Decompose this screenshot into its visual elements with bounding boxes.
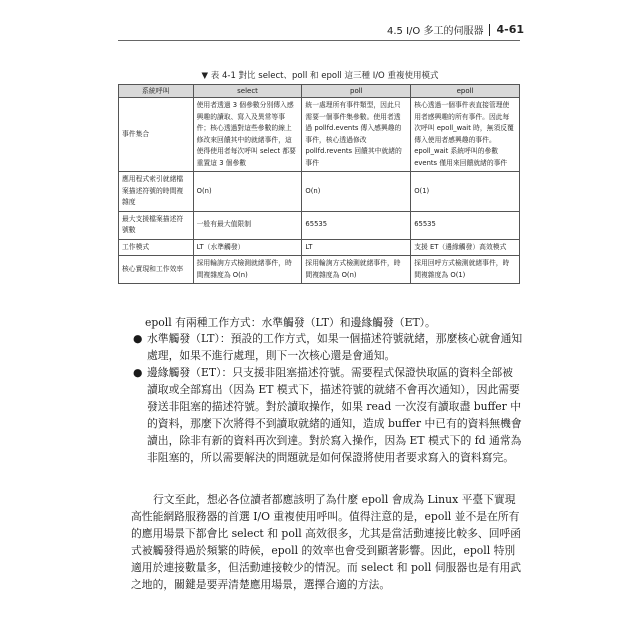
table-cell: LT（水準觸發） bbox=[193, 239, 302, 256]
table-row bbox=[119, 211, 520, 239]
table-cell: 採用回呼方式檢測就緒事件，時間複雜度為 O(1) bbox=[411, 256, 520, 284]
table-cell: 統一處理所有事件類型，因此只需要一個事件集參數。使用者透過 pollfd.events 傳入感興趣的事件，核心透過修改 pollfd.revents 回饋其中就緒的事件 bbox=[302, 98, 411, 172]
table-cell: 核心透過一個事件表直接管理使用者感興趣的所有事件。因此每次呼叫 epoll_wait 時，無須反覆傳入使用者感興趣的事件。epoll_wait 系統呼叫的參數 events 僅用來回饋就緒的事件 bbox=[411, 98, 520, 172]
column-header: 系統呼叫 bbox=[119, 85, 194, 98]
table-cell: O(1) bbox=[411, 172, 520, 212]
table-cell: 使用者透過 3 個參數分別傳入感興趣的讀取、寫入及異常等事件；核心透過對這些參數的線上修改來回饋其中的就緒事件，這使得使用者每次呼叫 select 都要重置這 3 個參數 bbox=[193, 98, 302, 172]
table-cell: 一般有最大值限制 bbox=[193, 211, 302, 239]
column-header: poll bbox=[302, 85, 411, 98]
table-cell: 採用輪詢方式檢測就緒事件，時間複雜度為 O(n) bbox=[193, 256, 302, 284]
row-label: 事件集合 bbox=[119, 98, 194, 172]
bullet-list bbox=[131, 330, 523, 466]
closing-paragraph: 行文至此，想必各位讀者都應該明了為什麼 epoll 會成為 Linux 平臺下實現高性能網路服務器的首選 I/O 重複使用呼叫。值得注意的是，epoll 並不是在所有的應用場景下都會比 select 和 poll 高效很多，尤其是當活動連接比較多、回呼函式被觸發得過於頻繁的時候，epoll 的效率也會受到顯著影響。因此，epoll 特別適用於連接數量多，但活動連接較少的情況。而 select 和 poll 伺服器也是有用武之地的，關鍵是要弄清楚應用場景，選擇合適的方法。 bbox=[131, 493, 522, 591]
list-item bbox=[131, 364, 523, 466]
bullet-text: 邊緣觸發（ET）：只支援非阻塞描述符號。需要程式保證快取區的資料全部被讀取或全部寫出（因為 ET 模式下，描述符號的就緒不會再次通知），因此需要發送非阻塞的描述符號。對於讀取操作，如果 read 一次沒有讀取盡 buffer 中的資料，那麼下次將得不到讀取就緒的通知，造成 buffer 中已有的資料無機會讀出，除非有新的資料再次到達。對於寫入操作，因為 ET 模式下的 fd 通常為非阻塞的，所以需要解決的問題就是如何保證將使用者要求寫入的資料寫完。 bbox=[147, 366, 522, 464]
running-header bbox=[387, 22, 524, 37]
table-row bbox=[119, 98, 520, 172]
row-label: 最大支援檔案描述符號數 bbox=[119, 211, 194, 239]
list-item bbox=[131, 330, 523, 364]
bullet-icon: ● bbox=[133, 332, 143, 345]
column-header: select bbox=[193, 85, 302, 98]
comparison-table bbox=[118, 84, 520, 284]
column-header: epoll bbox=[411, 85, 520, 98]
intro-paragraph: epoll 有兩種工作方式：水準觸發（LT）和邊緣觸發（ET）。 bbox=[145, 316, 436, 329]
row-label: 核心實現和工作效率 bbox=[119, 256, 194, 284]
section-title: 4.5 I/O 多工的伺服器 bbox=[387, 26, 484, 37]
row-label: 應用程式索引就緒檔案描述符號的時間複雜度 bbox=[119, 172, 194, 212]
table-caption: ▼ 表 4-1 對比 select、poll 和 epoll 這三種 I/O 重複使用模式 bbox=[201, 71, 439, 81]
row-label: 工作模式 bbox=[119, 239, 194, 256]
table-row bbox=[119, 256, 520, 284]
page-number: 4-61 bbox=[496, 23, 524, 36]
header-divider bbox=[489, 24, 490, 36]
bullet-icon: ● bbox=[133, 366, 143, 379]
table-cell: 採用輪詢方式檢測就緒事件，時間複雜度為 O(n) bbox=[302, 256, 411, 284]
bullet-text: 水準觸發（LT）：預設的工作方式，如果一個描述符號就緒，那麼核心就會通知處理，如果不進行處理，則下一次核心還是會通知。 bbox=[147, 332, 523, 362]
table-cell: 65535 bbox=[302, 211, 411, 239]
table-cell: 支援 ET（邊緣觸發）高效模式 bbox=[411, 239, 520, 256]
table-row bbox=[119, 172, 520, 212]
table-cell: O(n) bbox=[193, 172, 302, 212]
table-cell: 65535 bbox=[411, 211, 520, 239]
header-rule bbox=[118, 40, 520, 41]
table-row bbox=[119, 239, 520, 256]
table-header-row bbox=[119, 85, 520, 98]
table-cell: O(n) bbox=[302, 172, 411, 212]
table-cell: LT bbox=[302, 239, 411, 256]
